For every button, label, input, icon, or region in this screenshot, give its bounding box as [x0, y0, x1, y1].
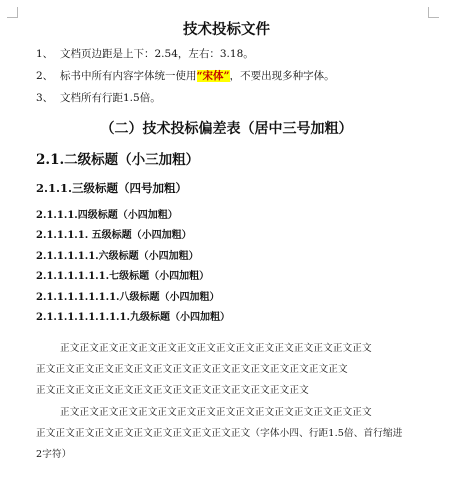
margin-corner-mark	[428, 7, 439, 18]
heading-level-4: 2.1.1.1.四级标题（小四加粗）	[36, 210, 178, 221]
document-title: 技术投标文件	[183, 21, 270, 38]
note-text: 标书中所有内容字体统一使用	[60, 70, 197, 82]
note-text: 文档所有行距1.5倍。	[60, 92, 161, 104]
note-text: 文档页边距是上下：2.54，左右：3.18。	[60, 48, 254, 60]
note-item	[36, 90, 161, 105]
heading-level-1: （二）技术投标偏差表（居中三号加粗）	[100, 121, 353, 137]
heading-level-9: 2.1.1.1.1.1.1.1.1.九级标题（小四加粗）	[36, 312, 230, 323]
margin-corner-mark	[7, 7, 18, 18]
heading-level-6: 2.1.1.1.1.1.六级标题（小四加粗）	[36, 251, 199, 262]
body-text-line: 正文正文正文正文正文正文正文正文正文正文正文正文正文正文正文正文	[36, 364, 348, 375]
note-text: ，不要出现多种字体。	[229, 70, 335, 82]
highlighted-text: “宋体”	[196, 70, 230, 82]
body-text-line: 正文正文正文正文正文正文正文正文正文正文正文正文正文正文正文正文	[60, 407, 372, 418]
body-text-line: 2字符）	[36, 449, 72, 460]
note-number: 2、	[36, 70, 54, 82]
heading-level-8: 2.1.1.1.1.1.1.1.八级标题（小四加粗）	[36, 292, 220, 303]
note-item	[36, 46, 254, 61]
body-text-line: 正文正文正文正文正文正文正文正文正文正文正文（字体小四、行距1.5倍、首行缩进	[36, 428, 403, 439]
heading-level-7: 2.1.1.1.1.1.1.七级标题（小四加粗）	[36, 271, 210, 282]
note-number: 1、	[36, 48, 54, 60]
body-text-line: 正文正文正文正文正文正文正文正文正文正文正文正文正文正文正文正文	[60, 343, 372, 354]
note-number: 3、	[36, 92, 54, 104]
note-item	[36, 68, 335, 83]
heading-level-2: 2.1.二级标题（小三加粗）	[36, 152, 200, 168]
body-text-line: 正文正文正文正文正文正文正文正文正文正文正文正文正文正文	[36, 385, 309, 396]
heading-level-5: 2.1.1.1.1. 五级标题（小四加粗）	[36, 230, 192, 241]
heading-level-3: 2.1.1.三级标题（四号加粗）	[36, 181, 188, 195]
